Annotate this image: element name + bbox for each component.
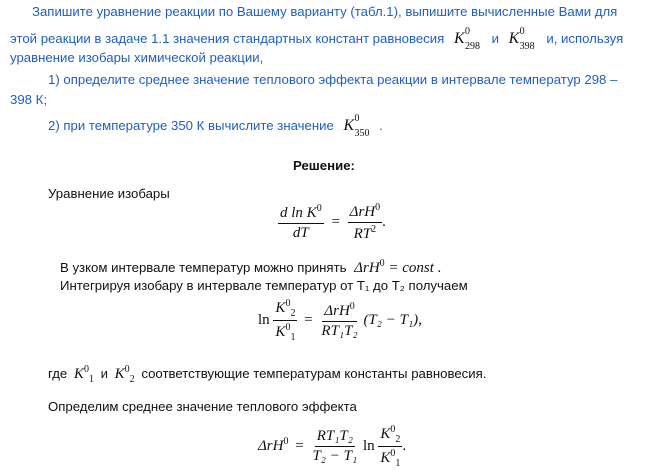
- heat-effect-equation: ΔrH$^0$ = $\frac{\text{RT₁T₂}}{\text{T₂ − T₁}}$ ln $\frac{K^0_2}{K^0_1}$ .: [258, 424, 407, 469]
- task-item-1: 1) определите среднее значение теплового эффекта реакции в интервале температур 298 –: [48, 72, 618, 87]
- heat-effect-text: Определим среднее значение теплового эффекта: [48, 399, 357, 414]
- task-line-2-and: и: [491, 31, 499, 46]
- task-item-1-cont: 398 К;: [10, 92, 48, 107]
- task-item-2: 2) при температуре 350 К вычислите значение K 0 350 .: [48, 113, 383, 139]
- solution-heading: Решение:: [293, 158, 355, 173]
- task-line-2-a: этой реакции в задаче 1.1 значения стандартных констант равновесия: [10, 31, 445, 46]
- task-line-3: уравнение изобары химической реакции,: [10, 50, 264, 65]
- task-line-2-b: и, используя: [546, 31, 624, 46]
- k298-symbol: K 0 298: [453, 26, 480, 52]
- task-line-2: [10, 26, 658, 52]
- integrate-text: Интегрируя изобару в интервале температур от T₁ до T₂ получаем: [60, 278, 468, 293]
- k398-symbol: K 0 398: [508, 26, 535, 52]
- integrated-equation: ln $\frac{K^0_2}{K^0_1}$ = $\frac{\Delta rH^0}{\text{RT₁T₂}}$ (T₂ − T₁),: [258, 298, 422, 343]
- isobar-label: Уравнение изобары: [48, 186, 170, 201]
- k350-symbol: K 0 350: [343, 113, 370, 139]
- where-text: где $K^0_1$ и $K^0_2$ соответствующие температурам константы равновесия.: [48, 364, 487, 385]
- isobar-equation: $\frac{d \ln K^0}{dT}$ = $\frac{\Delta rH^0}{RT^2}$ .: [280, 202, 386, 242]
- task-line-1: Запишите уравнение реакции по Вашему варианту (табл.1), выпишите вычисленные Вами для: [32, 4, 618, 19]
- narrow-interval-text: В узком интервале температур можно принять ΔrH$^0$ = const .: [60, 258, 442, 276]
